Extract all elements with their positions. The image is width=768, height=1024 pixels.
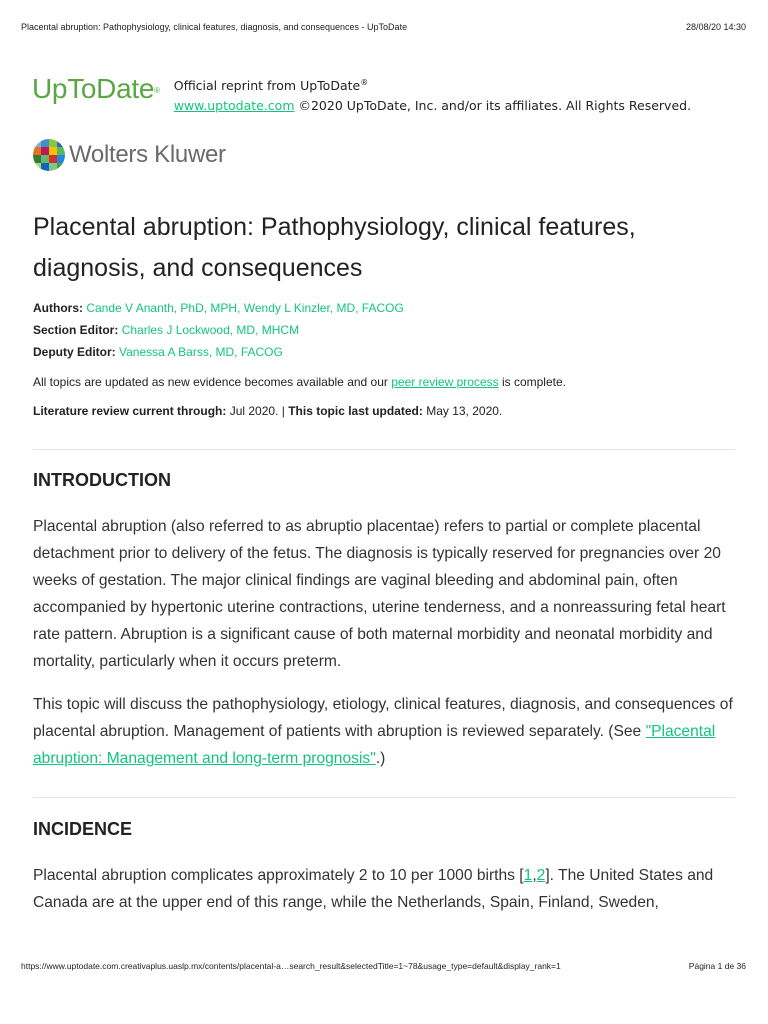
reference-link-1[interactable]: 1 [523,867,533,884]
last-updated-label: This topic last updated: [288,404,423,418]
uptodate-logo[interactable]: UpToDate® [32,73,160,104]
print-header [21,22,746,32]
publisher-name: Wolters Kluwer [69,141,226,168]
peer-review-link[interactable]: peer review process [391,375,499,389]
print-header-title: Placental abruption: Pathophysiology, clinical features, diagnosis, and consequences - UpToDate [21,22,408,32]
last-updated-value: May 13, 2020. [422,404,503,418]
publisher-logo [32,138,226,172]
wolters-kluwer-globe-icon [32,138,66,172]
deputy-editor-line [33,345,283,359]
deputy-editor-link[interactable]: Vanessa A Barss, MD, FACOG [119,345,283,359]
reprint-notice: Official reprint from UpToDate® www.uptodate.com ©2020 UpToDate, Inc. and/or its affiliates. All Rights Reserved. [173,78,692,114]
section-editor-label: Section Editor: [33,323,119,337]
management-topic-link[interactable]: "Placental abruption: Management and long-term prognosis" [33,723,716,767]
reference-separator: , [532,867,537,884]
introduction-paragraph-1: Placental abruption (also referred to as abruptio placentae) refers to partial or complete placental detachment prior to delivery of the fetus. The diagnosis is typically reserved for pregnancies over 20 weeks of gestation. The major clinical findings are vaginal bleeding and abdominal pain, often accompanied by hypertonic uterine contractions, uterine tenderness, and a nonreassuring fetal heart rate pattern. Abruption is a significant cause of both maternal morbidity and neonatal morbidity and mortality, particularly when it occurs preterm. [33,518,726,670]
print-footer-url: https://www.uptodate.com.creativaplus.uaslp.mx/contents/placental-a…search_result&selectedTitle=1~78&usage_type=default&display_rank=1 [21,961,561,971]
lit-review-label: Literature review current through: [33,404,227,418]
article-title: Placental abruption: Pathophysiology, clinical features, diagnosis, and consequences [33,213,636,282]
lit-review-value: Jul 2020. | [226,404,289,418]
update-note-end: is complete. [498,375,566,389]
authors-link[interactable]: Cande V Ananth, PhD, MPH, Wendy L Kinzler, MD, FACOG [86,301,404,315]
update-note [33,375,566,389]
section-editor-link[interactable]: Charles J Lockwood, MD, MHCM [121,323,300,337]
intro-p2-text: This topic will discuss the pathophysiology, etiology, clinical features, diagnosis, and consequences of placental abruption. Management of patients with abruption is reviewed separately. (See [33,696,733,740]
reference-link-2[interactable]: 2 [536,867,546,884]
copyright-text: ©2020 UpToDate, Inc. and/or its affiliates. All Rights Reserved. [298,98,692,114]
intro-p2-end: .) [375,750,386,767]
authors-line [33,301,404,315]
brand-row [32,70,691,116]
incidence-paragraph-1 [33,862,738,916]
incidence-text-end: ]. The United States and Canada are at the upper end of this range, while the Netherlands, Spain, Finland, Sweden, [33,867,714,911]
introduction-heading: INTRODUCTION [33,470,171,490]
print-header-datetime: 28/08/20 14:30 [685,22,746,32]
uptodate-logo-text: UpToDate [32,73,155,104]
deputy-editor-label: Deputy Editor: [33,345,116,359]
divider [33,449,735,450]
update-note-text: All topics are updated as new evidence becomes available and our [33,375,392,389]
section-editor-line [33,323,299,337]
incidence-text: Placental abruption complicates approximately 2 to 10 per 1000 births [ [33,867,524,884]
print-footer [21,961,746,971]
introduction-paragraph-2 [33,691,738,772]
divider [33,797,735,798]
review-dates [33,404,502,418]
reprint-line: Official reprint from UpToDate [173,78,361,94]
print-footer-page: Página 1 de 36 [688,961,746,971]
authors-label: Authors: [33,301,83,315]
incidence-heading: INCIDENCE [33,819,133,839]
uptodate-site-link[interactable]: www.uptodate.com [173,98,295,114]
